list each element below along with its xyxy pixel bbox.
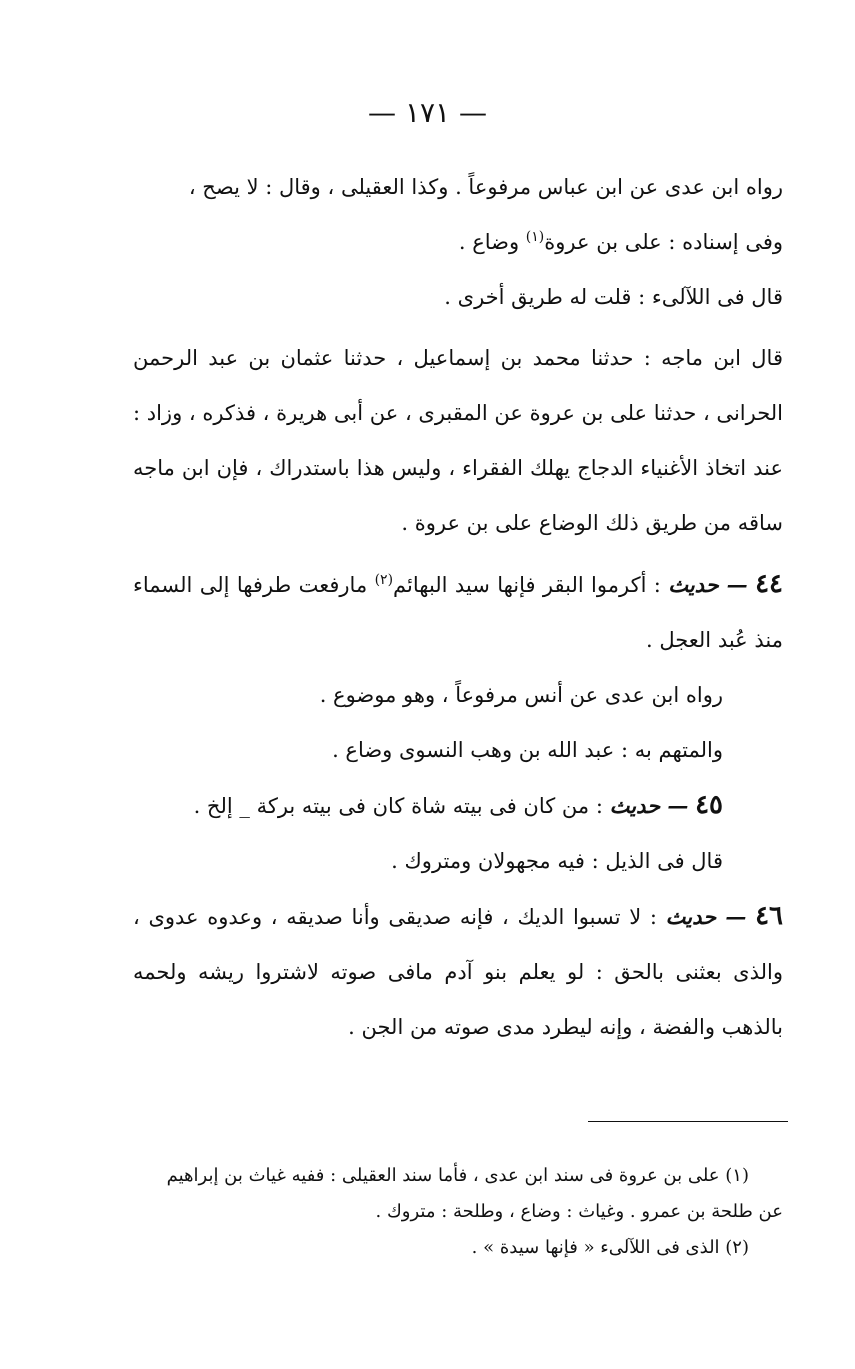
footnote-1-line-1: (١) على بن عروة فى سند ابن عدى ، فأما سند العقيلى : ففيه غياث بن إبراهيم bbox=[166, 1165, 749, 1186]
footnote-1-line-2: عن طلحة بن عمرو . وغياث : وضاع ، وطلحة : متروك . bbox=[375, 1201, 783, 1222]
main-text bbox=[133, 160, 783, 1055]
hadith-45-text: : من كان فى بيته شاة كان فى بيته بركة _ إلخ . bbox=[193, 794, 610, 818]
hadith-44-text-a: : أكرموا البقر فإنها سيد البهائم bbox=[393, 573, 669, 597]
paragraph-1-line-1: رواه ابن عدى عن ابن عباس مرفوعاً . وكذا العقيلى ، وقال : لا يصح ، bbox=[188, 175, 783, 199]
footnote-ref-1: (١) bbox=[525, 229, 545, 245]
paragraph-1 bbox=[133, 160, 783, 270]
paragraph-1-line-2a: وفى إسناده : على بن عروة bbox=[544, 230, 783, 254]
hadith-44-number: ٤٤ bbox=[755, 569, 783, 599]
hadith-46-label: — حديث bbox=[665, 904, 747, 929]
hadith-45-note: قال فى الذيل : فيه مجهولان ومتروك . bbox=[391, 849, 723, 873]
hadith-44 bbox=[133, 557, 783, 668]
hadith-45 bbox=[133, 778, 783, 834]
paragraph-2: قال فى اللآلىء : قلت له طريق أخرى . bbox=[444, 285, 783, 309]
hadith-44-label: — حديث bbox=[668, 572, 748, 597]
hadith-46-number: ٤٦ bbox=[755, 901, 783, 931]
footnote-divider bbox=[588, 1121, 788, 1122]
hadith-45-label: — حديث bbox=[609, 793, 689, 818]
hadith-44-note-1: رواه ابن عدى عن أنس مرفوعاً ، وهو موضوع . bbox=[319, 683, 723, 707]
page-number: — ١٧١ — bbox=[368, 96, 487, 129]
hadith-44-note-2: والمتهم به : عبد الله بن وهب النسوى وضاع . bbox=[332, 738, 723, 762]
hadith-45-number: ٤٥ bbox=[695, 790, 723, 820]
hadith-44-text-b: مارفعت طرفها إلى السماء منذ عُبد العجل . bbox=[133, 573, 783, 652]
paragraph-3: قال ابن ماجه : حدثنا محمد بن إسماعيل ، حدثنا عثمان بن عبد الرحمن الحرانى ، حدثنا على بن عروة عن المقبرى ، عن أبى هريرة ، فذكره ، وزاد : عند اتخاذ الأغنياء الدجاج يهلك الفقراء ، وليس هذا باستدراك ، فإن ابن ماجه ساقه من طريق ذلك الوضاع على بن عروة . bbox=[133, 346, 783, 535]
footnote-ref-2: (٢) bbox=[374, 572, 394, 588]
paragraph-1-line-2b: وضاع . bbox=[458, 230, 526, 254]
hadith-46 bbox=[133, 889, 783, 1055]
hadith-46-text: : لا تسبوا الديك ، فإنه صديقى وأنا صديقه ، وعدوه عدوى ، والذى بعثنى بالحق : لو يعلم بنو آدم مافى صوته لاشتروا ريشه ولحمه بالذهب والفضة ، وإنه ليطرد مدى صوته من الجن . bbox=[133, 905, 783, 1039]
footnote-2: (٢) الذى فى اللآلىء « فإنها سيدة » . bbox=[471, 1237, 749, 1258]
footnotes bbox=[133, 1158, 783, 1266]
